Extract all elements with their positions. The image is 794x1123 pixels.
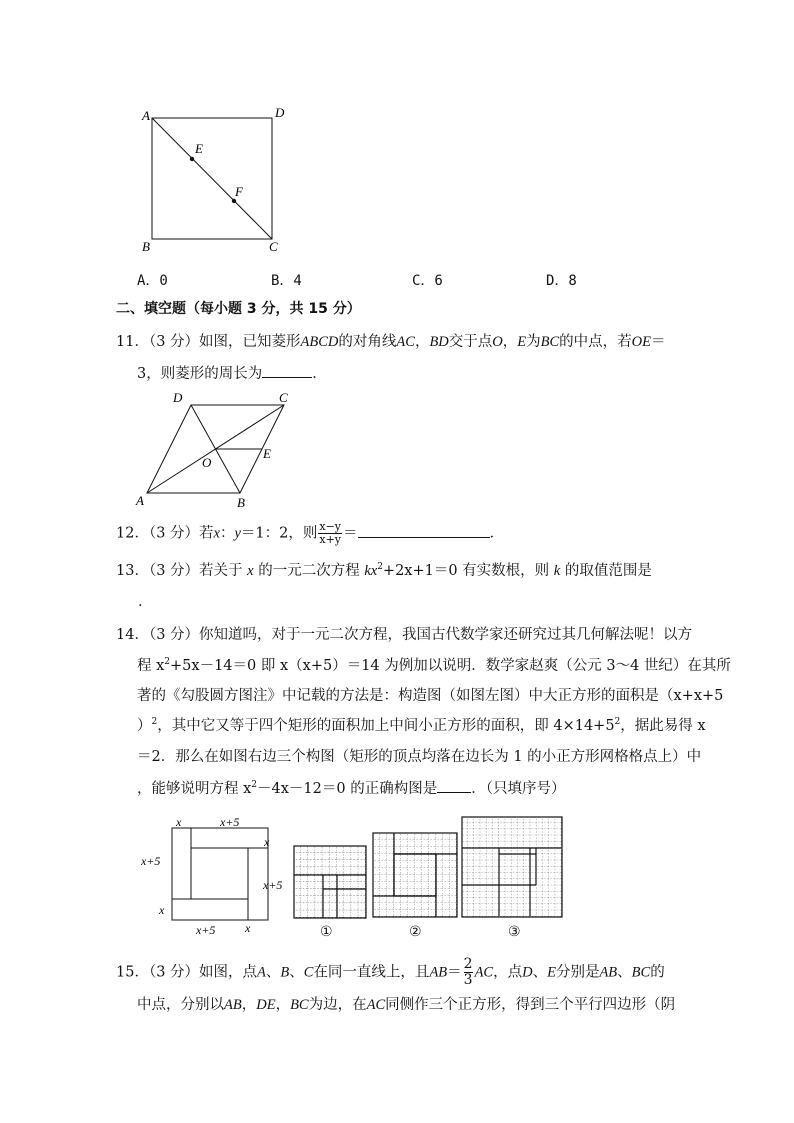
- top-rectangle: [191, 828, 268, 848]
- q12-line: [116, 521, 504, 546]
- zhao-shuang-figure: [138, 812, 298, 940]
- q14-text: －4x－12＝0 的正确构图是: [257, 781, 438, 797]
- square-diagonal: [152, 118, 272, 239]
- q15-line2: [137, 995, 675, 1015]
- q12-numerator: x−y: [319, 520, 342, 533]
- q14-text: ，能够说明方程 x: [137, 781, 252, 797]
- q14-line5: ＝2．那么在如图右边三个构图（矩形的顶点均落在边长为 1 的小正方形网格格点上）中: [137, 749, 702, 765]
- q13-text: 的取值范围是: [564, 563, 652, 579]
- q15-e: E: [547, 964, 556, 981]
- q12-y: y: [234, 525, 241, 542]
- q11-text: 为: [526, 334, 541, 350]
- q12-text: ＝: [343, 525, 358, 542]
- grid-label-2: ②: [409, 924, 422, 940]
- q15-text: ，点: [493, 964, 523, 981]
- q14-text: ，据此易得 x: [620, 718, 706, 734]
- q14-text: ，其中它又等于四个矩形的面积加上中间小正方形的面积，即 4×14+5: [157, 718, 615, 734]
- choice-a[interactable]: A．0: [137, 273, 168, 289]
- square-figure: [138, 104, 298, 254]
- label-f: F: [235, 184, 243, 199]
- q11-oe: OE: [631, 334, 651, 350]
- label-a: A: [142, 108, 150, 123]
- q14-line2: [137, 656, 731, 676]
- q14-text: ．（只填序号）: [471, 781, 566, 797]
- q15-fraction: [464, 957, 473, 988]
- grid-outline: [294, 846, 366, 918]
- q15-ac: AC: [366, 997, 386, 1013]
- q12-text: ＝1：2，则: [240, 525, 318, 542]
- grid-outline: [462, 817, 562, 917]
- q15-text: 中点，分别以: [137, 997, 224, 1013]
- q11-e: E: [517, 334, 527, 350]
- q14-text: 程 x: [137, 658, 165, 674]
- q14-exponent: 2: [251, 780, 258, 791]
- q11-text: ＝: [651, 334, 666, 350]
- choice-b[interactable]: B．4: [271, 273, 302, 289]
- q15-text: 为边，在: [308, 997, 367, 1013]
- q15-ac: AC: [474, 964, 494, 981]
- q15-text: 同侧作三个正方形，得到三个平行四边形（阴: [385, 997, 676, 1013]
- q13-exponent: 2: [377, 562, 383, 573]
- label-x-bottom: x: [245, 921, 251, 935]
- q13-text: +2x+1＝0 有实数根，则: [382, 563, 550, 579]
- q15-bc: BC: [631, 964, 651, 981]
- q11-text: 交于点: [448, 334, 493, 350]
- q15-text: ，: [275, 997, 291, 1013]
- outer-square: [172, 828, 268, 920]
- q14-answer-blank[interactable]: [437, 778, 471, 793]
- label-x-left: x: [159, 903, 165, 917]
- q11-answer-blank[interactable]: [262, 363, 312, 378]
- q15-ab: AB: [224, 997, 242, 1013]
- q11-bc: BC: [540, 334, 560, 350]
- q15-c: C: [303, 964, 314, 981]
- q12-x: x: [213, 525, 220, 542]
- q11-abcd: ABCD: [300, 334, 339, 350]
- q15-ab: AB: [429, 964, 448, 981]
- label-x5-right: x+5: [263, 878, 283, 892]
- q13-line1: [116, 561, 652, 581]
- choice-d[interactable]: D．8: [546, 273, 577, 289]
- grid-label-3: ③: [508, 924, 521, 940]
- q11-text: 11．（3 分）如图，已知菱形: [116, 334, 301, 350]
- q11-line2: [137, 363, 327, 384]
- label-b: B: [142, 239, 150, 254]
- q13-line2: ．: [138, 594, 153, 610]
- choice-c[interactable]: C．6: [412, 273, 443, 289]
- grid-outline: [373, 833, 457, 917]
- q11-text: ，: [414, 334, 430, 350]
- q11-text: ，: [502, 334, 518, 350]
- q13-k: k: [553, 563, 561, 579]
- label-x-top: x: [176, 815, 182, 829]
- q14-text: ）: [137, 718, 152, 734]
- label-d: D: [275, 105, 285, 120]
- q15-ab: AB: [599, 964, 618, 981]
- q15-text: 的: [650, 964, 665, 981]
- q14-exponent: 2: [151, 717, 158, 728]
- q15-denominator: 3: [463, 972, 473, 988]
- q15-text: ，: [241, 997, 257, 1013]
- rhombus-figure: [133, 386, 303, 512]
- q12-fraction: [318, 521, 342, 546]
- q15-b: B: [280, 964, 290, 981]
- label-x-right: x: [264, 835, 270, 849]
- q11-text: 的对角线: [338, 334, 397, 350]
- q15-text: 、: [617, 964, 632, 981]
- q11-line1: [116, 332, 666, 352]
- q12-text: 12．（3 分）若: [116, 525, 214, 542]
- q12-answer-blank[interactable]: [358, 523, 490, 538]
- q11-o: O: [492, 334, 503, 350]
- q15-line1: [116, 957, 665, 988]
- point-e: [190, 157, 194, 161]
- q14-exponent: 2: [164, 657, 171, 668]
- label-x5-bottom: x+5: [196, 923, 216, 937]
- label-o: O: [202, 455, 212, 470]
- q12-text: ．: [489, 525, 505, 542]
- grid-figure-3: [461, 816, 563, 918]
- q13-kx: kx: [364, 563, 378, 579]
- q11-text: 的中点，若: [559, 334, 632, 350]
- q14-line3: 著的《勾股圆方图注》中记载的方法是：构造图（如图左图）中大正方形的面积是（x+x+5: [137, 688, 724, 704]
- q15-a: A: [257, 964, 266, 981]
- label-d: D: [173, 390, 183, 405]
- grid-figure-1: [293, 845, 367, 919]
- q14-line1: 14．（3 分）你知道吗，对于一元二次方程，我国古代数学家还研究过其几何解法呢！以方: [116, 627, 693, 643]
- q11-bd: BD: [429, 334, 449, 350]
- q15-de: DE: [256, 997, 276, 1013]
- q15-text: 15．（3 分）如图，点: [116, 964, 258, 981]
- q13-x: x: [247, 563, 254, 579]
- q15-numerator: 2: [463, 956, 473, 972]
- label-b: B: [237, 495, 245, 510]
- grid-figure-2: [372, 832, 458, 918]
- left-rectangle: [172, 828, 191, 899]
- q14-line6: [137, 778, 565, 799]
- q11-ac: AC: [396, 334, 415, 350]
- q11-text: 3，则菱形的周长为: [137, 366, 263, 382]
- q15-text: 在同一直线上，且: [313, 964, 430, 981]
- label-c: C: [269, 239, 278, 254]
- q15-text: 、: [265, 964, 281, 981]
- q15-text: 、: [289, 964, 304, 981]
- q12-text: ：: [219, 525, 235, 542]
- q15-bc: BC: [290, 997, 309, 1013]
- q15-text: 分别是: [555, 964, 600, 981]
- label-x5-top: x+5: [220, 815, 240, 829]
- q12-denominator: x+y: [319, 533, 342, 546]
- q14-line4: [137, 716, 706, 736]
- q14-exponent: 2: [614, 717, 621, 728]
- grid-label-1: ①: [320, 924, 333, 940]
- q14-text: +5x－14＝0 即 x（x+5）＝14 为例加以说明．数学家赵爽（公元 3～4 世纪）在其所: [170, 658, 731, 674]
- q13-text: 13．（3 分）若关于: [116, 563, 243, 579]
- label-x5-left: x+5: [141, 854, 161, 868]
- q11-text: ．: [312, 366, 327, 382]
- label-e: E: [263, 446, 271, 461]
- point-f: [232, 199, 236, 203]
- q13-text: 的一元二次方程: [258, 563, 360, 579]
- q15-text: ＝: [447, 964, 462, 981]
- section-title: 二、填空题（每小题 3 分，共 15 分）: [116, 301, 361, 317]
- label-e: E: [195, 141, 203, 156]
- bottom-rectangle: [172, 899, 248, 920]
- q15-d: D: [522, 964, 533, 981]
- label-a: A: [136, 493, 144, 508]
- label-c: C: [279, 390, 288, 405]
- q15-text: 、: [532, 964, 548, 981]
